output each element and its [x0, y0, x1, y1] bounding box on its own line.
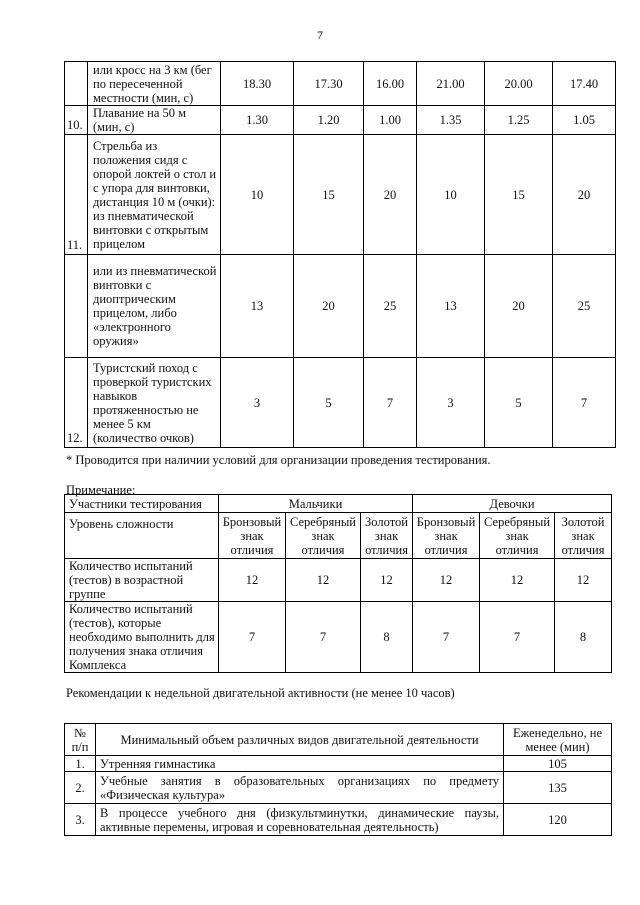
norm-value: 25: [364, 255, 417, 358]
norm-value: 1.25: [485, 106, 553, 135]
norm-value: 16.00: [364, 62, 417, 106]
table-row: [65, 358, 616, 448]
count-value: 12: [361, 559, 413, 602]
count-value: 7: [219, 602, 286, 673]
num-header: № п/п: [65, 724, 96, 756]
test-description: или из пневматической винтовки с диоптрическим прицелом, либо «электронного оружия»: [88, 255, 221, 358]
norm-value: 15: [485, 135, 553, 255]
count-value: 7: [286, 602, 361, 673]
norm-value: 25: [553, 255, 616, 358]
boys-header: Мальчики: [219, 495, 413, 513]
participants-header: Участники тестирования: [65, 495, 219, 513]
norm-value: 1.35: [417, 106, 485, 135]
minutes-value: 105: [504, 756, 612, 772]
norm-value: 17.40: [553, 62, 616, 106]
girls-header: Девочки: [413, 495, 612, 513]
activity-description: В процессе учебного дня (физкультминутки, динамические паузы, активные перемены, игровая и соревновательная деятельность): [96, 804, 504, 836]
row-number: 1.: [65, 756, 96, 772]
norm-value: 18.30: [221, 62, 294, 106]
level-header: Серебряный знак отличия: [286, 513, 361, 559]
test-description: или кросс на 3 км (бег по пересеченной местности (мин, с): [88, 62, 221, 106]
norm-value: 20: [485, 255, 553, 358]
norm-value: 13: [221, 255, 294, 358]
row-number: [65, 255, 88, 358]
table-row: [65, 772, 612, 804]
count-value: 12: [219, 559, 286, 602]
note-label: Примечание:: [66, 483, 136, 497]
norm-value: 20: [364, 135, 417, 255]
weekly-activity-table: [64, 723, 612, 836]
table-row: [65, 756, 612, 772]
count-value: 7: [413, 602, 480, 673]
norm-value: 5: [485, 358, 553, 448]
count-value: 12: [413, 559, 480, 602]
norm-value: 17.30: [294, 62, 364, 106]
norm-value: 3: [221, 358, 294, 448]
footnote: * Проводится при наличии условий для организации проведения тестирования.: [66, 453, 491, 467]
difficulty-header: Уровень сложности: [65, 513, 219, 559]
norm-value: 10: [417, 135, 485, 255]
table-row: [65, 135, 616, 255]
table-row: [65, 602, 612, 673]
norm-value: 15: [294, 135, 364, 255]
level-header: Бронзовый знак отличия: [219, 513, 286, 559]
count-value: 8: [555, 602, 612, 673]
norm-value: 10: [221, 135, 294, 255]
norm-value: 20: [553, 135, 616, 255]
row-number: [65, 62, 88, 106]
activity-description: Утренняя гимнастика: [96, 756, 504, 772]
page-number: 7: [317, 28, 323, 42]
row-number: 3.: [65, 804, 96, 836]
norm-value: 1.20: [294, 106, 364, 135]
norm-value: 21.00: [417, 62, 485, 106]
table-row: [65, 106, 616, 135]
tests-count-table: [64, 494, 612, 673]
weekly-header: Еженедельно, не менее (мин): [504, 724, 612, 756]
norm-value: 1.30: [221, 106, 294, 135]
row-number: 2.: [65, 772, 96, 804]
norm-value: 1.05: [553, 106, 616, 135]
activity-header: Минимальный объем различных видов двигательной деятельности: [96, 724, 504, 756]
table-row: [65, 559, 612, 602]
level-header: Золотой знак отличия: [555, 513, 612, 559]
count-value: 7: [480, 602, 555, 673]
level-header: Серебряный знак отличия: [480, 513, 555, 559]
norm-value: 20.00: [485, 62, 553, 106]
row-number: 11.: [65, 135, 88, 255]
table-row: [65, 255, 616, 358]
norms-table: [64, 61, 616, 448]
level-header: Золотой знак отличия: [361, 513, 413, 559]
norm-value: 7: [364, 358, 417, 448]
count-value: 8: [361, 602, 413, 673]
norm-value: 20: [294, 255, 364, 358]
count-value: 12: [480, 559, 555, 602]
test-description: Стрельба из положения сидя с опорой локтей о стол и с упора для винтовки, дистанция 10 м (очки): из пневматической винтовки с открытым прицелом: [88, 135, 221, 255]
level-header: Бронзовый знак отличия: [413, 513, 480, 559]
recommendations-title: Рекомендации к недельной двигательной активности (не менее 10 часов): [66, 686, 455, 700]
minutes-value: 135: [504, 772, 612, 804]
test-description: Плавание на 50 м (мин, с): [88, 106, 221, 135]
test-description: Туристский поход с проверкой туристских навыков протяженностью не менее 5 км (количество очков): [88, 358, 221, 448]
activity-description: Учебные занятия в образовательных организациях по предмету «Физическая культура»: [96, 772, 504, 804]
row-number: 12.: [65, 358, 88, 448]
count-value: 12: [286, 559, 361, 602]
row-label: Количество испытаний (тестов) в возрастной группе: [65, 559, 219, 602]
minutes-value: 120: [504, 804, 612, 836]
norm-value: 5: [294, 358, 364, 448]
row-number: 10.: [65, 106, 88, 135]
norm-value: 1.00: [364, 106, 417, 135]
norm-value: 7: [553, 358, 616, 448]
table-row: [65, 62, 616, 106]
table-row: [65, 804, 612, 836]
norm-value: 13: [417, 255, 485, 358]
row-label: Количество испытаний (тестов), которые необходимо выполнить для получения знака отличия Комплекса: [65, 602, 219, 673]
norm-value: 3: [417, 358, 485, 448]
count-value: 12: [555, 559, 612, 602]
